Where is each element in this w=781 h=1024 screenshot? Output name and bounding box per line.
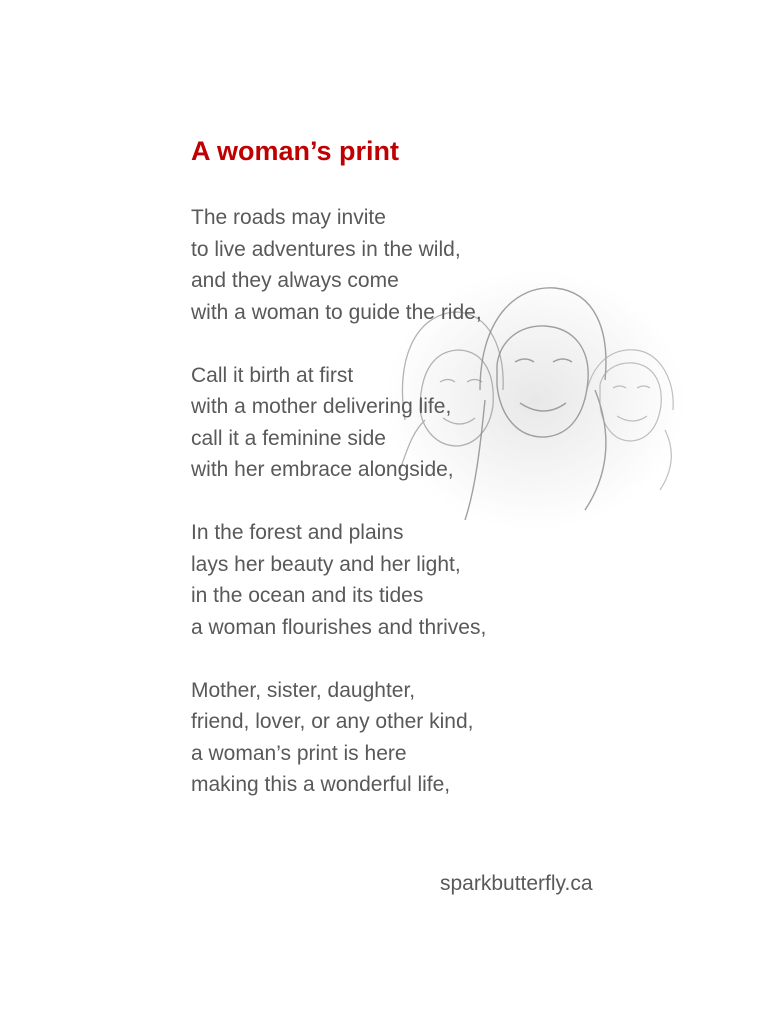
poem-line: to live adventures in the wild, <box>191 237 461 261</box>
poem-line: a woman flourishes and thrives, <box>191 615 487 639</box>
poem-line: Call it birth at first <box>191 363 354 387</box>
poem-line: Mother, sister, daughter, <box>191 678 416 702</box>
poem-line: friend, lover, or any other kind, <box>191 710 474 733</box>
poem-line: and they always come <box>191 269 399 292</box>
poem-line: In the forest and plains <box>191 521 404 544</box>
stanza-1 <box>191 202 486 328</box>
stanza-2 <box>191 360 486 486</box>
poem-line: lays her beauty and her light, <box>191 552 461 576</box>
stanza-3 <box>191 517 486 643</box>
poem-body <box>191 202 486 832</box>
poem-title: A woman’s print <box>191 136 400 166</box>
poem-line: making this a wonderful life, <box>191 773 451 796</box>
poem-line: with a woman to guide the ride, <box>191 300 482 324</box>
poem-line: The roads may invite <box>191 206 386 229</box>
poem-line: with a mother delivering life, <box>191 395 452 418</box>
website-credit: sparkbutterfly.ca <box>440 872 593 895</box>
poem-line: a woman’s print is here <box>191 741 407 765</box>
poem-line: call it a feminine side <box>191 426 386 450</box>
poem-line: in the ocean and its tides <box>191 584 424 607</box>
poem-line: with her embrace alongside, <box>191 458 454 481</box>
stanza-4 <box>191 675 486 801</box>
